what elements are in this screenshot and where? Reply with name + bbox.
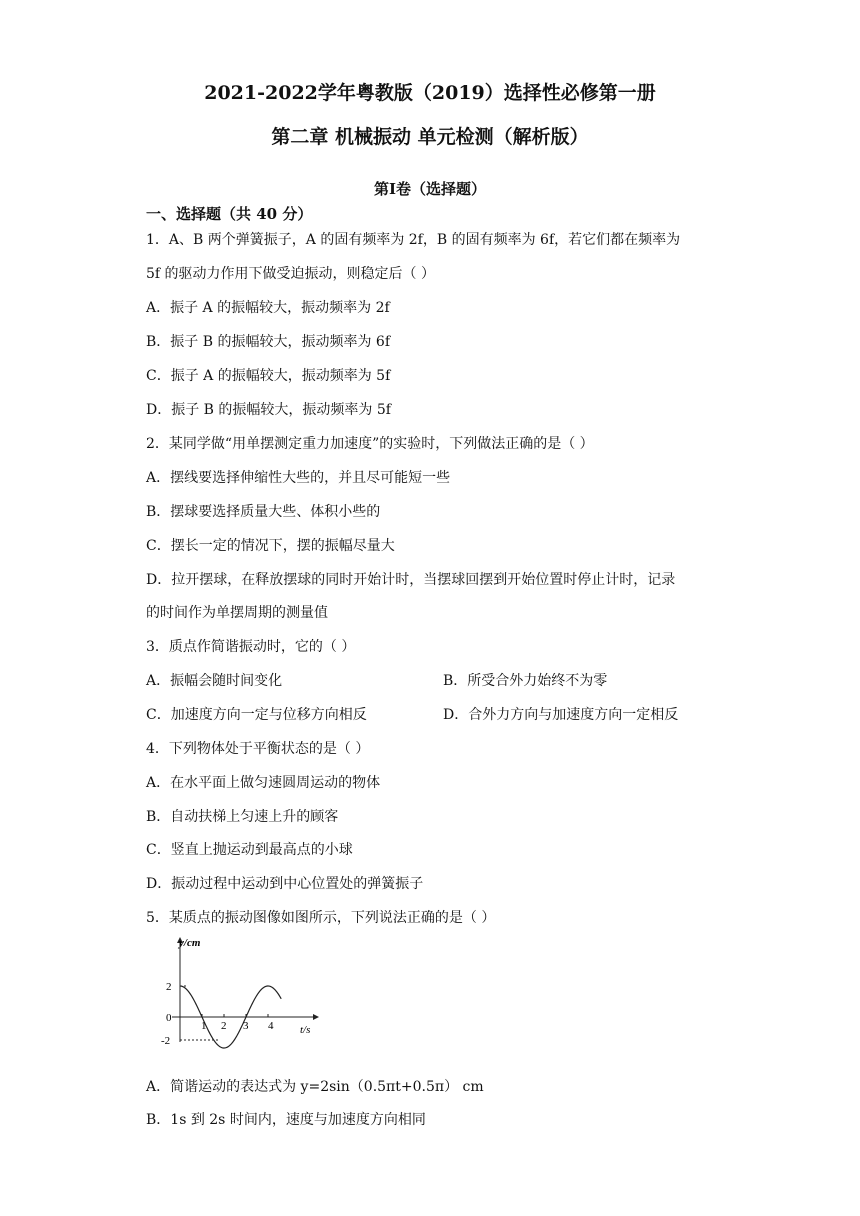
q1-stem-line1: 1．A、B 两个弹簧振子，A 的固有频率为 2f，B 的固有频率为 6f，若它们都在频率为	[146, 232, 681, 248]
q4-option-c: C．竖直上抛运动到最高点的小球	[146, 842, 353, 858]
q3-option-b: B．所受合外力始终不为零	[443, 673, 608, 689]
y-axis-label: y/cm	[179, 937, 201, 949]
x-tick-label-3: 3	[243, 1020, 249, 1032]
x-tick-label-1: 1	[201, 1020, 207, 1032]
volume-heading: 第Ⅰ卷（选择题）	[373, 180, 487, 198]
q3-option-a: A．振幅会随时间变化	[146, 673, 283, 689]
q3-option-d: D．合外力方向与加速度方向一定相反	[443, 707, 679, 723]
q1-stem-line2: 5f 的驱动力作用下做受迫振动，则稳定后（ ）	[146, 266, 435, 282]
q2-stem: 2．某同学做“用单摆测定重力加速度”的实验时，下列做法正确的是（ ）	[146, 436, 594, 452]
q3-option-c: C．加速度方向一定与位移方向相反	[146, 707, 367, 723]
x-tick-label-2: 2	[221, 1020, 227, 1032]
q4-stem: 4．下列物体处于平衡状态的是（ ）	[146, 741, 370, 757]
exam-title-line2: 第二章 机械振动 单元检测（解析版）	[271, 126, 589, 148]
exam-title-line1: 2021-2022学年粤教版（2019）选择性必修第一册	[204, 82, 656, 104]
q2-option-c: C．摆长一定的情况下，摆的振幅尽量大	[146, 538, 395, 554]
q5-stem: 5．某质点的振动图像如图所示，下列说法正确的是（ ）	[146, 910, 496, 926]
y-tick-label-0: 0	[166, 1012, 172, 1024]
q2-option-a: A．摆线要选择伸缩性大些的，并且尽可能短一些	[146, 470, 451, 486]
q5-option-a: A．简谐运动的表达式为 y=2sin（0.5πt+0.5π） cm	[146, 1079, 484, 1095]
q1-option-d: D．振子 B 的振幅较大，振动频率为 5f	[146, 402, 391, 418]
q2-option-b: B．摆球要选择质量大些、体积小些的	[146, 504, 381, 520]
y-tick-label-minus-2: -2	[161, 1035, 171, 1047]
q2-option-d-line1: D．拉开摆球，在释放摆球的同时开始计时，当摆球回摆到开始位置时停止计时，记录	[146, 572, 676, 588]
x-tick-label-4: 4	[268, 1020, 274, 1032]
section-heading: 一、选择题（共 40 分）	[146, 205, 313, 223]
q4-option-a: A．在水平面上做匀速圆周运动的物体	[146, 775, 381, 791]
y-tick-label-2: 2	[166, 981, 172, 993]
q1-option-b: B．振子 B 的振幅较大，振动频率为 6f	[146, 334, 391, 350]
q3-stem: 3．质点作简谐振动时，它的（ ）	[146, 639, 356, 655]
q5-option-b: B．1s 到 2s 时间内，速度与加速度方向相同	[146, 1112, 426, 1128]
q1-option-c: C．振子 A 的振幅较大，振动频率为 5f	[146, 368, 391, 384]
q4-option-b: B．自动扶梯上匀速上升的顾客	[146, 809, 339, 825]
q4-option-d: D．振动过程中运动到中心位置处的弹簧振子	[146, 876, 424, 892]
q2-option-d-line2: 的时间作为单摆周期的测量值	[146, 605, 328, 621]
x-axis-label: t/s	[300, 1024, 311, 1036]
vibration-graph	[158, 932, 324, 1054]
q1-option-a: A．振子 A 的振幅较大，振动频率为 2f	[146, 300, 390, 316]
